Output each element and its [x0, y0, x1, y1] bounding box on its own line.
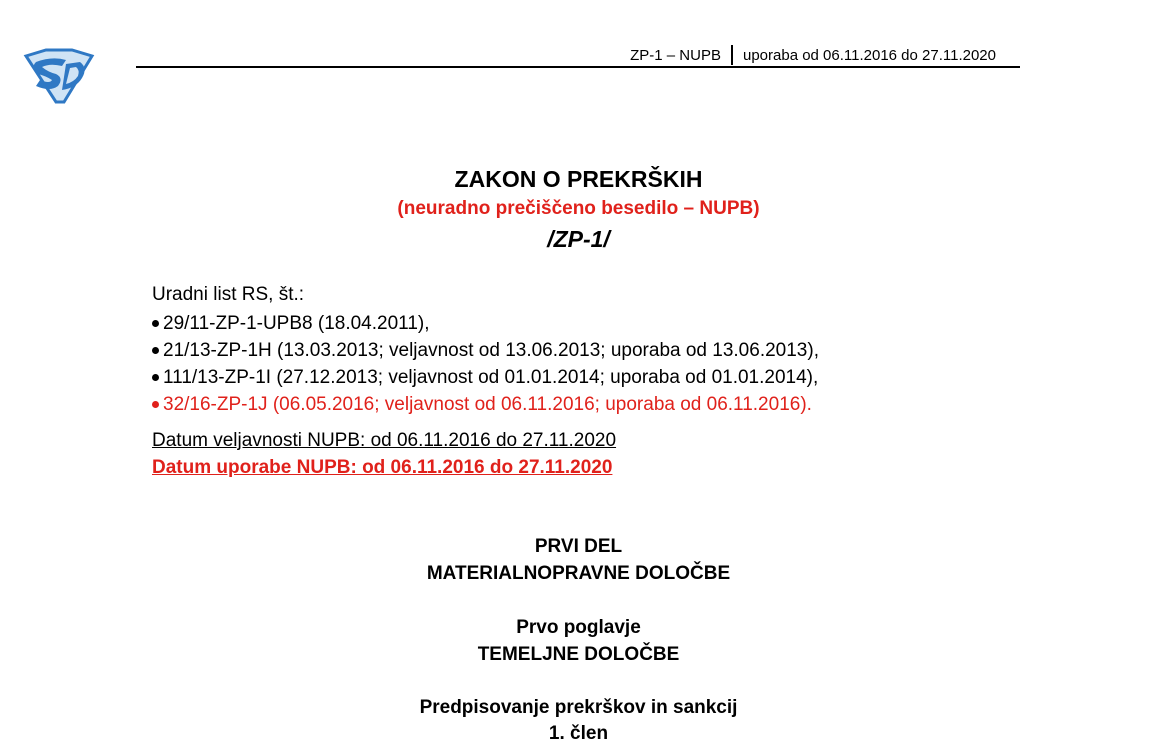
- reference-text: 29/11-ZP-1-UPB8 (18.04.2011),: [163, 313, 430, 334]
- uradni-list-label: Uradni list RS, št.:: [152, 284, 305, 305]
- reference-text: 21/13-ZP-1H (13.03.2013; veljavnost od 13.06.2013; uporaba od 13.06.2013),: [163, 340, 819, 361]
- logo-icon: [22, 48, 96, 104]
- document-code: /ZP-1/: [547, 226, 610, 252]
- header-text: [630, 45, 996, 65]
- article-heading: Predpisovanje prekrškov in sankcij: [419, 697, 738, 718]
- reference-item: [152, 364, 819, 391]
- document-title: ZAKON O PREKRŠKIH: [454, 166, 703, 192]
- header-doc-code: ZP-1 – NUPB: [630, 46, 721, 64]
- header-usage: uporaba od 06.11.2016 do 27.11.2020: [742, 46, 996, 64]
- part-label: PRVI DEL: [534, 536, 623, 557]
- bullet-icon: [152, 374, 159, 381]
- reference-text: 32/16-ZP-1J (06.05.2016; veljavnost od 06.11.2016; uporaba od 06.11.2016).: [163, 394, 812, 415]
- bullet-icon: [152, 320, 159, 327]
- part-title: MATERIALNOPRAVNE DOLOČBE: [426, 563, 731, 584]
- bullet-icon: [152, 347, 159, 354]
- page-header: [136, 44, 1020, 68]
- validity-date: Datum veljavnosti NUPB: od 06.11.2016 do 27.11.2020: [152, 430, 617, 451]
- reference-list: [152, 310, 819, 418]
- chapter-label: Prvo poglavje: [516, 617, 641, 638]
- reference-item: [152, 337, 819, 364]
- reference-item: [152, 310, 819, 337]
- bullet-icon: [152, 401, 159, 408]
- article-number: 1. člen: [548, 723, 609, 744]
- reference-item: [152, 391, 819, 418]
- usage-date: Datum uporabe NUPB: od 06.11.2016 do 27.11.2020: [152, 457, 613, 478]
- chapter-title: TEMELJNE DOLOČBE: [477, 644, 680, 665]
- document-subtitle: (neuradno prečiščeno besedilo – NUPB): [397, 198, 760, 219]
- reference-text: 111/13-ZP-1I (27.12.2013; veljavnost od 01.01.2014; uporaba od 01.01.2014),: [163, 367, 819, 388]
- header-divider: [731, 45, 733, 65]
